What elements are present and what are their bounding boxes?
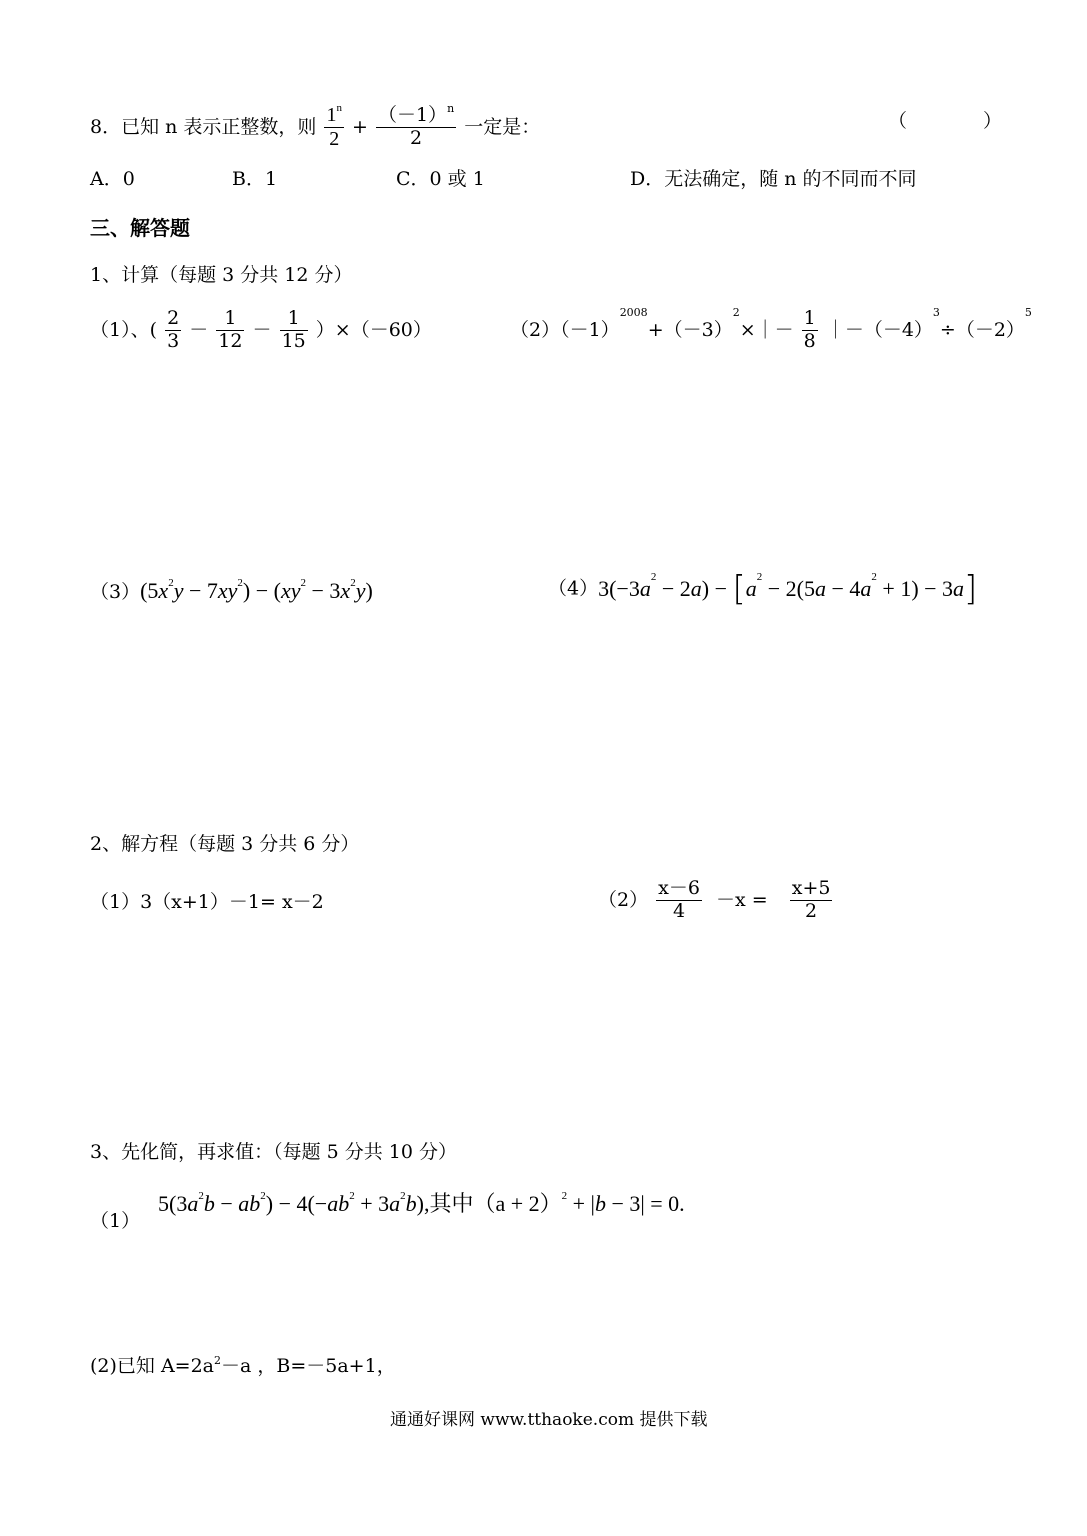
q8-answer-blank: （ ） — [888, 110, 1003, 132]
q8-stem — [90, 104, 540, 151]
fraction-x-minus-6-over-4: $\frac{x-6}{4}$ — [658, 877, 700, 922]
q8-suffix: 一定是： — [464, 116, 541, 138]
equation-title: 2、解方程（每题 3 分共 6 分） — [90, 833, 360, 855]
calc-problem-1: （1）、( $\frac{2}{3}$ － $\frac{1}{12}$ － $\frac{1}{15}$ ）×（－60） — [90, 307, 432, 352]
q8-prefix: 8．已知 n 表示正整数，则 — [90, 116, 317, 138]
simplify-problem-2: (2)已知 $A=2a^2-a$ ，B=－5a+1， — [90, 1354, 396, 1377]
q8-option-d: D．无法确定，随 n 的不同而不同 — [630, 168, 917, 190]
fraction-2-3: $\frac{2}{3}$ — [167, 307, 180, 352]
q8-fraction-2: $\frac{(-1)^n}{2}$ — [377, 102, 455, 149]
page-footer: 通通好课网 www.tthaoke.com 提供下载 — [390, 1410, 708, 1430]
fraction-x-plus-5-over-2: $\frac{x+5}{2}$ — [791, 877, 831, 922]
fraction-1-12: $\frac{1}{12}$ — [218, 307, 243, 352]
equation-problem-1: （1）3（x+1）－1= x－2 — [90, 891, 324, 913]
simplify-title: 3、先化简，再求值：（每题 5 分共 10 分） — [90, 1141, 458, 1163]
q8-option-a: A．0 — [90, 168, 135, 190]
equation-problem-2: （2） $\frac{x-6}{4}$ －x = $\frac{x+5}{2}$ — [598, 877, 831, 922]
simplify-problem-1-label: （1） — [90, 1210, 141, 1232]
calc-problem-4: $(4)3(-3a^2 - 2a) - [a^2 - 2(5a - 4a^2 + 1) - 3a]$ — [548, 569, 978, 609]
simplify-problem-1-expression: $5(3a^2b - ab^2) - 4(-ab^2 + 3a^2b)$,其中$(a + 2)^2 + |b - 3| = 0$. — [158, 1190, 685, 1216]
calc-problem-2: $(2)(-1)^{2008}+(-3)^2\times|-$ $\frac{1}{8}$ $|-(-4)^3\div(-2)^5$ — [510, 305, 1032, 352]
fraction-1-8: $\frac{1}{8}$ — [803, 307, 816, 352]
q8-option-c: C．0 或 1 — [396, 168, 485, 190]
fraction-1-15: $\frac{1}{15}$ — [281, 307, 306, 352]
calc-problem-3: $(3)(5x^2y - 7xy^2) - (xy^2 - 3x^2y)$ — [90, 577, 373, 603]
q8-option-b: B．1 — [232, 168, 278, 190]
calc-title: 1、计算（每题 3 分共 12 分） — [90, 264, 353, 286]
q8-fraction-1: $\frac{1^n}{2}$ — [326, 102, 342, 150]
section3-title: 三、解答题 — [90, 216, 190, 240]
q8-plus: + — [352, 116, 368, 138]
